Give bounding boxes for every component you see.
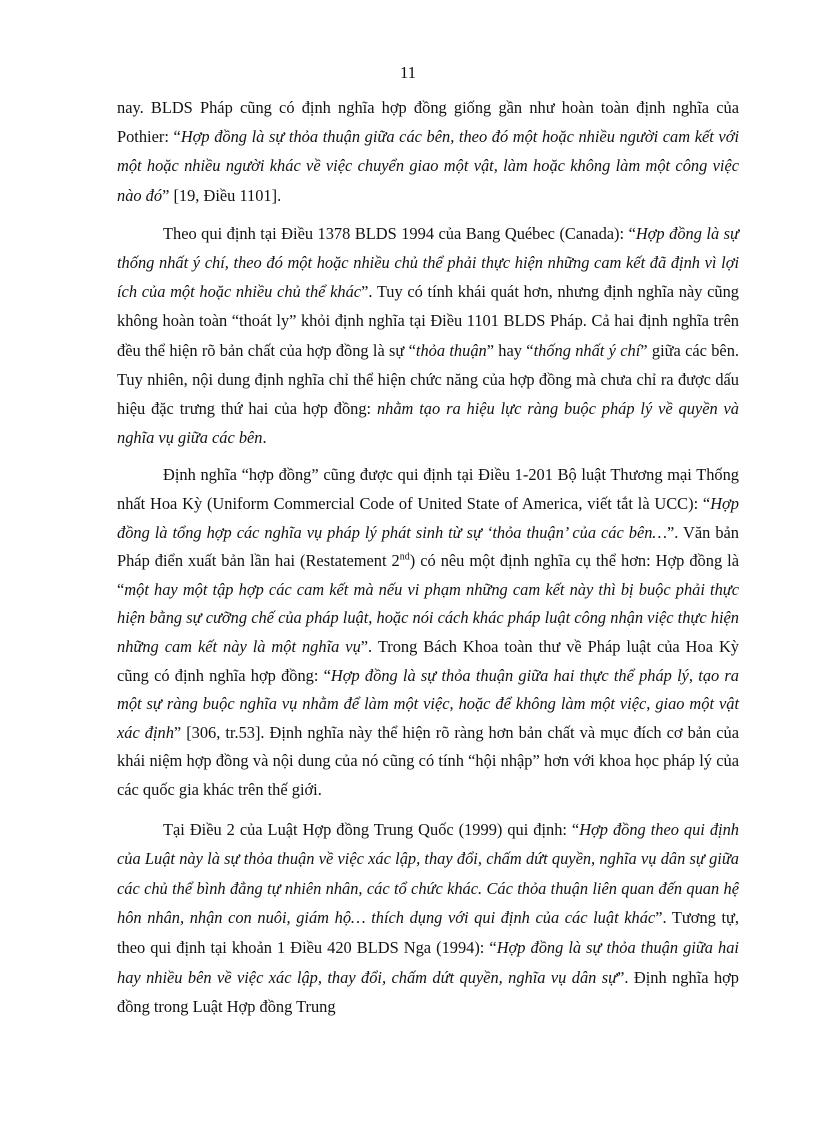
body-text: [117, 93, 739, 1031]
italic-text: Hợp đồng là sự thỏa thuận giữa hai hay nhiều bên về việc xác lập, thay đổi, chấm dứt quyền, nghĩa vụ dân sự: [117, 937, 739, 987]
italic-text: thỏa thuận: [415, 340, 487, 360]
text-run: ” [306, tr.53]. Định nghĩa này thể hiện rõ ràng hơn bản chất và mục đích cơ bản của khái niệm hợp đồng và nội dung của nó cũng có tính “hội nhập” hơn với khoa học pháp lý của các quốc gia khác trên thế giới.: [117, 722, 739, 799]
paragraph: [117, 93, 739, 210]
superscript-text: nd: [399, 551, 410, 563]
italic-text: Hợp đồng theo qui định của Luật này là sự thỏa thuận về việc xác lập, thay đổi, chấm dứt quyền, nghĩa vụ dân sự giữa các chủ thể bình đẳng tự nhiên nhân, các tổ chức khác. Các thỏa thuận liên quan đến quan hệ hôn nhân, nhận con nuôi, giám hộ… thích dụng với qui định của các luật khác: [117, 819, 739, 928]
text-run: ” giữa các bên. Tuy nhiên, nội dung định nghĩa chỉ thể hiện chức năng của hợp đồng mà chưa chỉ ra được dấu hiệu đặc trưng thứ hai của hợp đồng:: [117, 340, 739, 419]
text-run: ) có nêu một định nghĩa cụ thể hơn: Hợp đồng là “: [117, 551, 739, 599]
text-run: Tại Điều 2 của Luật Hợp đồng Trung Quốc (1999) qui định: “: [163, 819, 580, 839]
text-run: Theo qui định tại Điều 1378 BLDS 1994 của Bang Québec (Canada): “: [163, 223, 636, 243]
italic-text: nhằm tạo ra hiệu lực ràng buộc pháp lý về quyền và nghĩa vụ giữa các bên: [117, 399, 739, 448]
paragraph: [117, 815, 739, 1022]
italic-text: Hợp đồng là sự thỏa thuận giữa hai thực thể pháp lý, tạo ra một sự ràng buộc nghĩa vụ nhằm để làm một việc, hoặc để không làm một việc, giao một vật xác định: [117, 665, 740, 742]
text-run: ”. Văn bản Pháp điển xuất bản lần hai (Restatement 2: [117, 522, 739, 571]
text-run: nay. BLDS Pháp cũng có định nghĩa hợp đồng giống gần như hoàn toàn định nghĩa của Pothier: “: [117, 98, 739, 147]
text-run: ”. Tuy có tính khái quát hơn, nhưng định nghĩa này cũng không hoàn toàn “thoát ly” khỏi định nghĩa tại Điều 1101 BLDS Pháp. Cả hai định nghĩa trên đều thể hiện rõ bản chất của hợp đồng là sự “: [117, 282, 739, 360]
text-run: ”. Tương tự, theo qui định tại khoản 1 Điều 420 BLDS Nga (1994): “: [117, 908, 739, 957]
text-run: ”. Định nghĩa hợp đồng trong Luật Hợp đồng Trung: [117, 967, 740, 1017]
paragraph: [117, 219, 739, 453]
italic-text: Hợp đồng là tổng hợp các nghĩa vụ pháp lý phát sinh từ sự ‘thỏa thuận’ của các bên…: [117, 494, 739, 542]
page-number: 11: [399, 63, 417, 82]
italic-text: thống nhất ý chí: [533, 340, 641, 360]
paragraph: [117, 461, 739, 804]
italic-text: Hợp đồng là sự thỏa thuận giữa các bên, theo đó một hoặc nhiều người cam kết với một hoặc nhiều người khác về việc chuyển giao một vật, làm hoặc không làm một công việc nào đó: [117, 127, 740, 205]
text-run: ” hay “: [486, 340, 534, 360]
text-run: .: [262, 428, 267, 448]
italic-text: một hay một tập hợp các cam kết mà nếu vi phạm những cam kết này thì bị buộc phải thực hiện bằng sự cưỡng chế của pháp luật, hoặc nói cách khác pháp luật công nhận việc thực hiện những cam kết này là một nghĩa vụ: [117, 579, 739, 656]
text-run: ”. Trong Bách Khoa toàn thư về Pháp luật của Hoa Kỳ cũng có định nghĩa hợp đồng: “: [117, 637, 739, 685]
italic-text: Hợp đồng là sự thống nhất ý chí, theo đó một hoặc nhiều chủ thể phải thực hiện những cam kết đã định vì lợi ích của một hoặc nhiều chủ thể khác: [117, 223, 739, 302]
text-run: ” [19, Điều 1101].: [162, 185, 282, 205]
text-run: Định nghĩa “hợp đồng” cũng được qui định tại Điều 1-201 Bộ luật Thương mại Thống nhất Hoa Kỳ (Uniform Commercial Code of United State of America, viết tắt là UCC): “: [117, 465, 739, 514]
